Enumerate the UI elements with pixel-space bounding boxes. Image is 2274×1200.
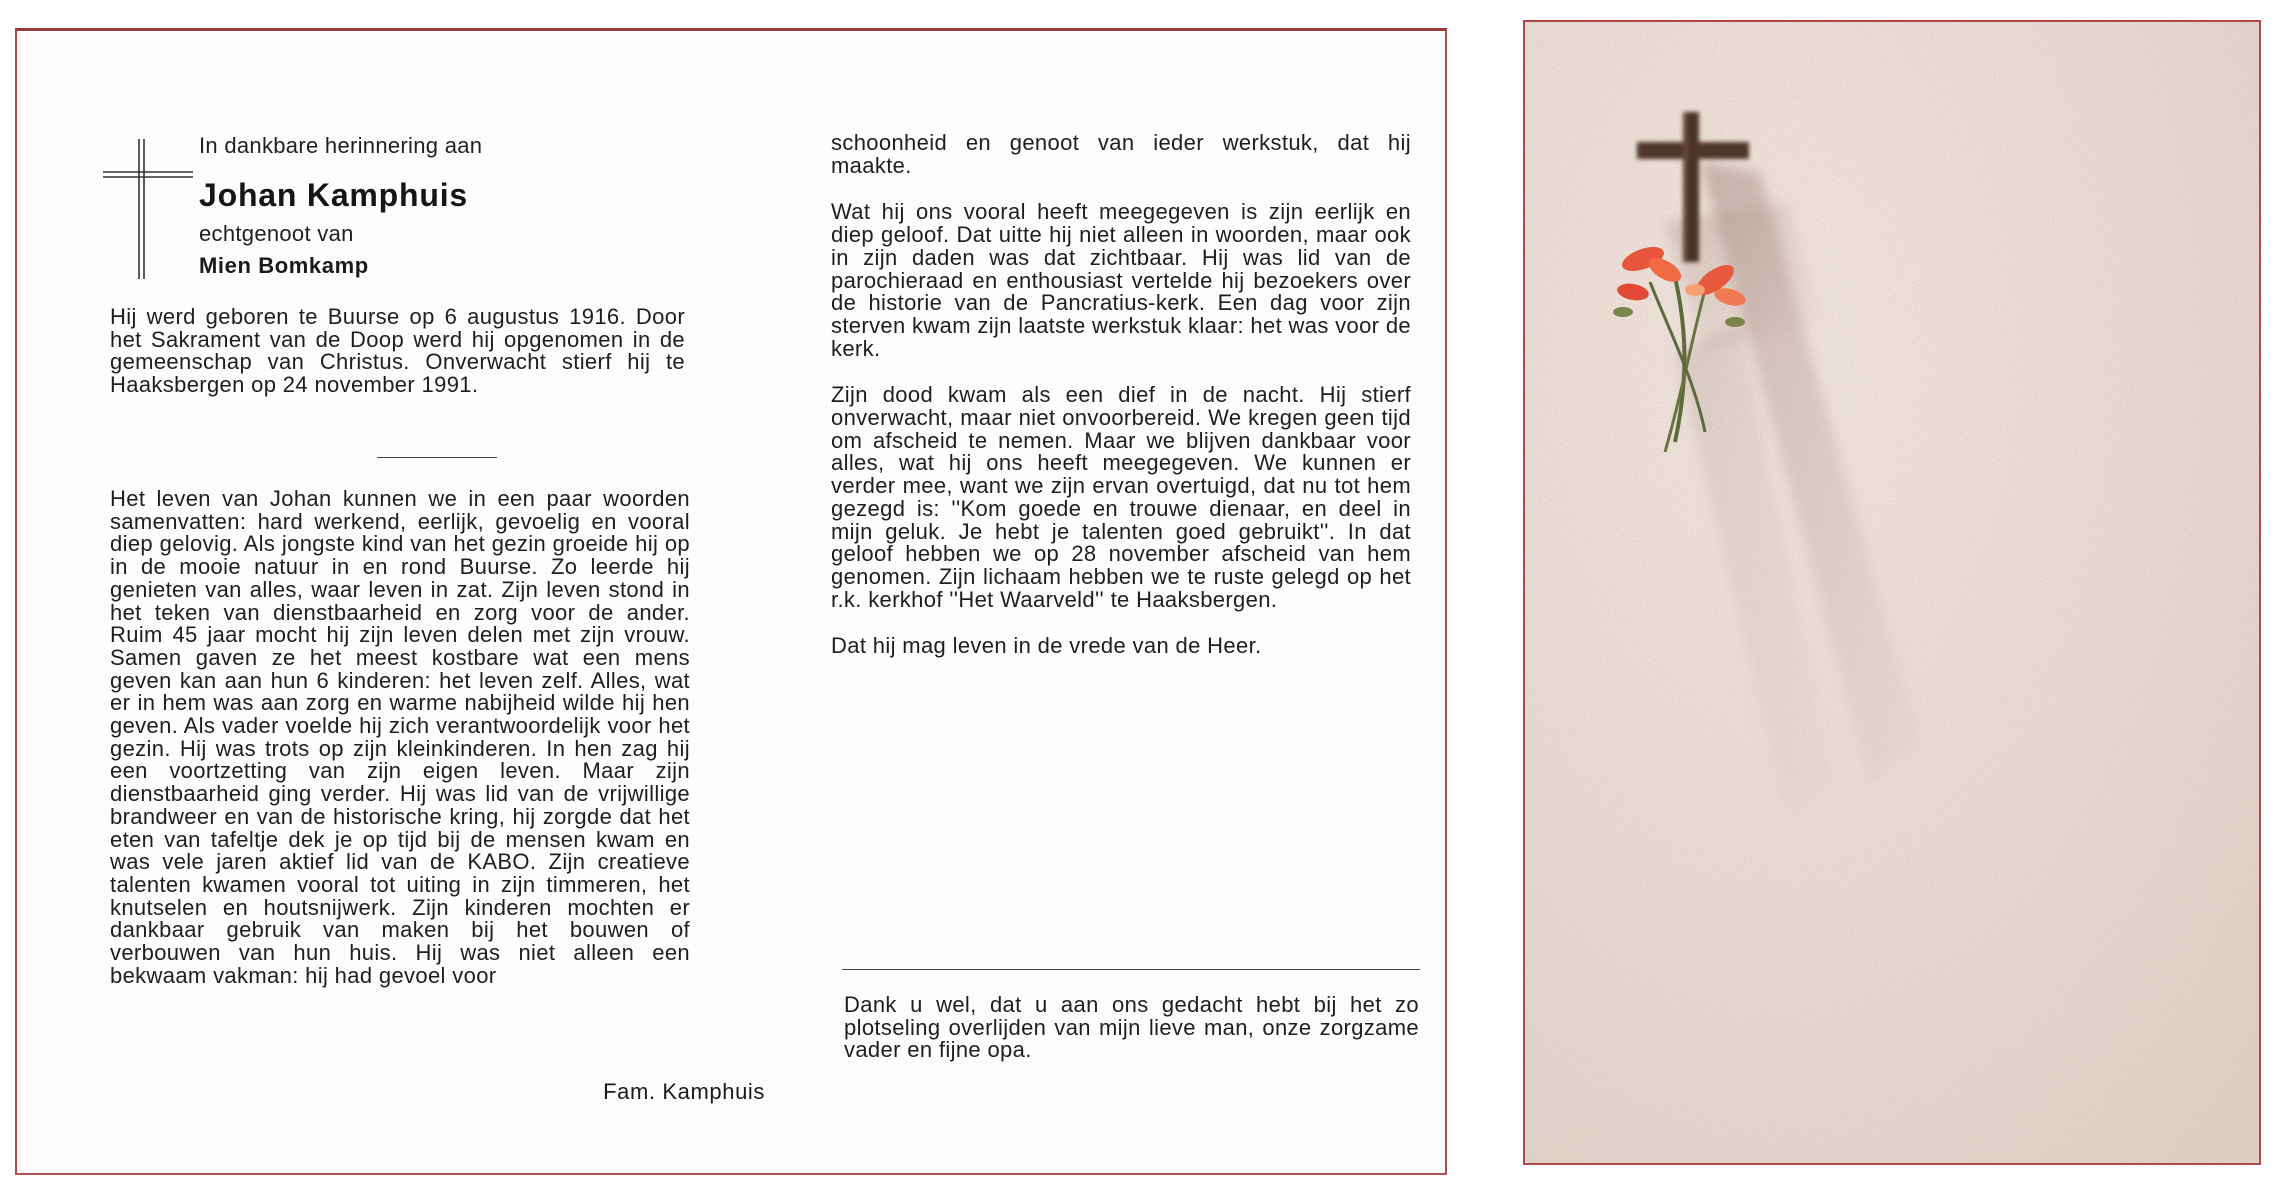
closing-line: Dat hij mag leven in de vrede van de Heer. (831, 633, 1262, 659)
birth-paragraph: Hij werd geboren te Buurse op 6 augustus 1916. Door het Sakrament van de Doop werd hij opgenomen in de gemeenschap van Christus. Onverwacht stierf hij te Haaksbergen op 24 november 1991. (110, 304, 685, 398)
signature: Fam. Kamphuis (603, 1079, 765, 1104)
life-paragraph: Het leven van Johan kunnen we in een paar woorden samenvatten: hard werkend, eerlijk, gevoelig en vooral diep gelovig. Als jongste kind van het gezin groeide hij op in de mooie natuur in en rond Buurse. Zo leerde hij genieten van alles, waar leven in zat. Zijn leven stond in het teken van dienstbaarheid en zorg voor de ander. Ruim 45 jaar mocht hij zijn leven delen met zijn vrouw. Samen gaven ze het meest kostbare wat een mens geven kan aan hun 6 kinderen: het leven zelf. Alles, wat er in hem was aan zorg en warme nabijheid wilde hij hen geven. Als vader voelde hij zich verantwoordelijk voor het gezin. Hij was trots op zijn kleinkinderen. In hen zag hij een voortzetting van zijn eigen leven. Maar zijn dienstbaarheid ging verder. Hij was lid van de vrijwillige brandweer en van de historische kring, hij zorgde dat het eten van tafeltje dek je op tijd bij de mensen kwam en was vele jaren aktief lid van de KABO. Zijn creatieve talenten kwamen vooral tot uiting in zijn timmeren, het knutselen en houtsnijwerk. Zijn kinderen mochten er dankbaar gebruik van maken bij het bouwen of verbouwen van hun huis. Hij was niet alleen een bekwaam vakman: hij had gevoel voor (110, 486, 690, 988)
short-divider (377, 457, 497, 458)
continued-paragraph: schoonheid en genoot van ieder werkstuk, dat hij maakte. (831, 130, 1411, 178)
cross-on-wall-image (1525, 22, 2259, 1163)
memorial-card-image-page (1523, 20, 2261, 1165)
relation-text: echtgenoot van (199, 221, 354, 246)
spouse-name: Mien Bomkamp (199, 253, 369, 278)
death-paragraph: Zijn dood kwam als een dief in de nacht. Hij stierf onverwacht, maar niet onvoorbereid. We kregen geen tijd om afscheid te nemen. Maar we blijven dankbaar voor alles, wat hij ons heeft meegegeven. We kunnen er verder mee, want we zijn ervan overtuigd, dat nu tot hem gezegd is: ''Kom goede en trouwe dienaar, en deel in mijn geluk. Je hebt je talenten goed gebruikt''. In dat geloof hebben we op 28 november afscheid van hem genomen. Zijn lichaam hebben we te ruste gelegd op het r.k. kerkhof ''Het Waarveld'' te Haaksbergen. (831, 382, 1411, 612)
thanks-paragraph: Dank u wel, dat u aan ons gedacht hebt bij het zo plotseling overlijden van mijn lieve man, onze zorgzame vader en fijne opa. (844, 992, 1419, 1063)
long-divider (842, 969, 1420, 970)
memorial-card-text-page (15, 28, 1447, 1175)
right-text-column (831, 132, 1411, 658)
faith-paragraph: Wat hij ons vooral heeft meegegeven is zijn eerlijk en diep geloof. Dat uitte hij niet alleen in woorden, maar ook in zijn daden was dat zichtbaar. Hij was lid van de parochieraad en enthousiast vertelde hij bezoekers over de historie van de Pancratius-kerk. Een dag voor zijn sterven kwam zijn laatste werkstuk klaar: het was voor de kerk. (831, 199, 1411, 361)
cross-icon (103, 139, 193, 279)
deceased-name: Johan Kamphuis (199, 177, 469, 213)
intro-text: In dankbare herinnering aan (199, 133, 483, 158)
